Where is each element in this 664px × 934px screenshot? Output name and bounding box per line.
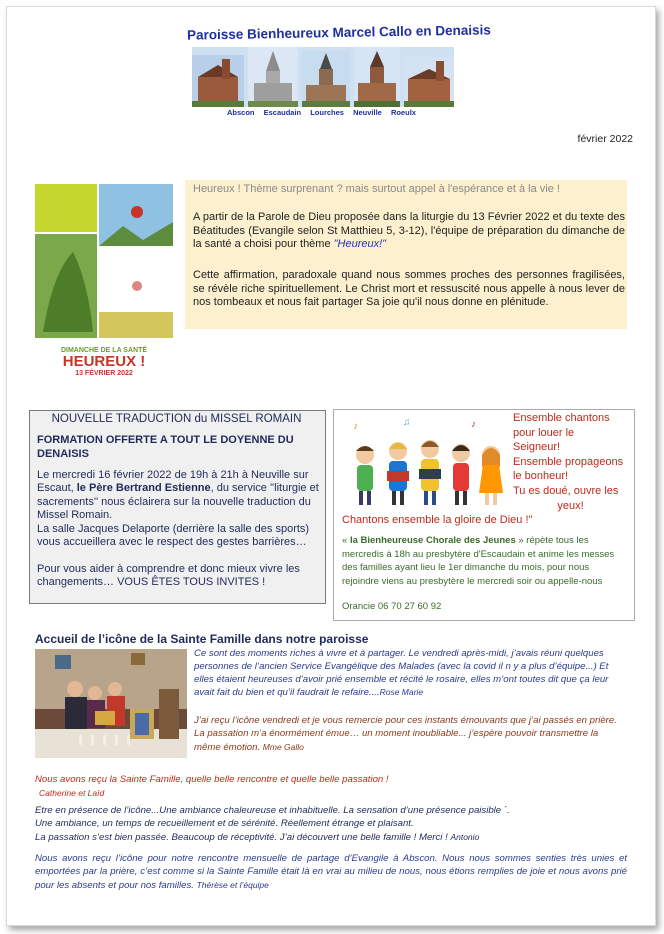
singing-children-illustration (343, 415, 508, 509)
choir-line: Seigneur! (513, 441, 561, 454)
choir-details: » répète tous les mercredis à 18h au presbytère d'Escaudain et anime les messes des familles ayant lieu le 1er dimanche du mois, pour nous rejoindre viens au presbytère le mercredi soir ou appelle-nous (342, 535, 615, 587)
sante-paragraph-2: Cette affirmation, paradoxale quand nous sommes proches des personnes fragilisées, se révèle riche spirituellement. Le Christ mort et ressuscité nous appelle à nous lever de nos tombeaux et nous fait partager Sa joie qu'il nous donne en plénitude. (193, 269, 625, 308)
testimony-signature: Antonio (450, 831, 480, 842)
testimony-text: Ce sont des moments riches à vivre et à partager. Le vendredi après-midi, j’avais réuni quelques personnes de l’ancien Service Evangélique des Malades (avec la covid il n y a plus d’équipe...) Et elles étaient heureuses d’avoir prié ensemble et récité le rosaire, elles m’ont toutes dit que ça leur avait fait du bien et qu’il faudrait le refaire.... (194, 648, 609, 699)
choir-line: le bonheur! (513, 470, 569, 483)
svg-text:♪: ♪ (353, 421, 358, 432)
testimony-catherine-laid (35, 774, 635, 800)
newsletter-page (6, 6, 656, 926)
testimony-signature: Catherine et Laïd (39, 787, 105, 798)
missel-paragraph-3: Pour vous aider à comprendre et donc mieux vivre les changements… VOUS ÊTES TOUS INVITES ! (37, 563, 300, 589)
town-roeulx: Roeulx (390, 108, 416, 117)
sainte-famille-photo (35, 649, 187, 758)
church-roeulx-image (404, 57, 454, 107)
poster-caption-1: DIMANCHE DE LA SANTÉ (60, 347, 148, 354)
testimony-antonio (35, 805, 635, 844)
testimony-text: J’ai reçu l’icône vendredi et je vous remercie pour ces instants émouvants que j’ai passés en prière. La passation m’a énormément émue… un moment inoubliable... j’espère pouvoir transmettre la même émotion. (194, 715, 617, 753)
churches-photo-strip (192, 47, 454, 107)
svg-text:♫: ♫ (403, 417, 411, 428)
missel-p1-a: Le mercredi 16 février 2022 de 19h à 21h à Neuville sur Escaut, (37, 469, 309, 495)
church-abscon-image (192, 55, 244, 107)
testimony-line-3 (35, 831, 635, 845)
sante-paragraph-1 (193, 211, 625, 252)
missel-paragraph-1 (37, 469, 320, 523)
poster-artwork (33, 182, 175, 340)
testimony-signature: Thérèse et l’équipe (196, 879, 269, 890)
choir-contact: Orancie 06 70 27 60 92 (342, 601, 442, 612)
missel-subheader: FORMATION OFFERTE A TOUT LE DOYENNE DU DENAISIS (37, 434, 294, 460)
poster-caption-2: HEUREUX ! (62, 353, 146, 370)
testimony-text: Nous avons reçu l’icône pour notre rencontre mensuelle de partage d’Evangile à Abscon. Nous nous sommes senties très unies et emportées par la prière, c’est comme si la Sainte Famille était là en vrai au milieu de nous, nous étions remplies de joie et nous avons prié pour les absents et pour nos familles. (35, 853, 627, 891)
choir-line: Tu es doué, ouvre les (513, 484, 619, 497)
sante-paragraph-1-text: A partir de la Parole de Dieu proposée dans la liturgie du 13 Février 2022 et du texte des Béatitudes (Evangile selon St Matthieu 5, 3-12), l'équipe de préparation du dimanche de la santé a choisi pour thème (193, 211, 625, 250)
choir-motto: Chantons ensemble la gloire de Dieu !" (342, 514, 533, 526)
town-abscon: Abscon (227, 108, 255, 117)
missel-p1-c: , du service ''liturgie et sacrements'' nous éclairera sur la nouvelle traduction du Missel Romain. (37, 482, 319, 522)
choir-line: pour louer le (513, 426, 575, 439)
testimony-signature: Rose Marie (379, 687, 424, 698)
sante-theme: "Heureux!" (333, 238, 387, 250)
testimony-line: Une ambiance, un temps de recueillement et de sérénité. Réellement étrange et plaisant. (35, 817, 414, 829)
choir-quote-open: « (342, 535, 350, 546)
town-escaudain: Escaudain (263, 108, 302, 117)
testimony-signature: Mme Gallo (262, 741, 304, 752)
sante-headline: Heureux ! Thème surprenant ? mais surtout appel à l'espérance et à la vie ! (193, 183, 560, 195)
accueil-title: Accueil de l’icône de la Sainte Famille dans notre paroisse (35, 632, 369, 646)
child-3 (419, 440, 441, 505)
testimony-line: La passation s’est bien passée. Beaucoup de réceptivité. J’ai découvert une belle famille ! Merci ! (35, 831, 448, 843)
church-neuville-image (354, 47, 400, 107)
choir-invitation (513, 411, 628, 513)
child-1 (356, 446, 374, 505)
choir-description (342, 534, 627, 588)
choir-line: yeux! (557, 499, 584, 512)
sante-poster (33, 182, 175, 382)
choir-name: la Bienheureuse Chorale des Jeunes (349, 535, 516, 546)
testimony-line: Etre en présence de l’icône...Une ambiance chaleureuse et inhabituelle. La sensation d’une présence paisible ´. (35, 805, 510, 816)
parish-title: Paroisse Bienheureux Marcel Callo en Denaisis (186, 22, 491, 43)
issue-date: février 2022 (577, 133, 633, 145)
town-names (227, 108, 417, 117)
missel-header: NOUVELLE TRADUCTION du MISSEL ROMAIN (51, 413, 302, 425)
svg-text:♪: ♪ (471, 419, 476, 430)
poster-caption-3: 13 FÉVRIER 2022 (75, 370, 133, 377)
missel-speaker: le Père Bertrand Estienne (76, 482, 211, 495)
church-escaudain-image (248, 47, 298, 107)
church-lourches-image (302, 51, 350, 107)
testimony-text: Nous avons reçu la Sainte Famille, quelle belle rencontre et quelle belle passation ! (35, 774, 389, 785)
testimony-rose-marie (194, 648, 626, 700)
child-5 (479, 446, 503, 505)
testimony-therese (35, 853, 627, 892)
testimony-mme-gallo (194, 715, 626, 754)
choir-line: Ensemble propageons (513, 455, 624, 468)
choir-line: Ensemble chantons (513, 412, 610, 424)
missel-paragraph-2: La salle Jacques Delaporte (derrière la salle des sports) vous accueillera avec le respect des gestes barrières… (37, 523, 310, 549)
child-4 (452, 444, 470, 505)
town-neuville: Neuville (353, 108, 382, 117)
town-lourches: Lourches (310, 108, 344, 117)
child-2 (387, 442, 409, 505)
